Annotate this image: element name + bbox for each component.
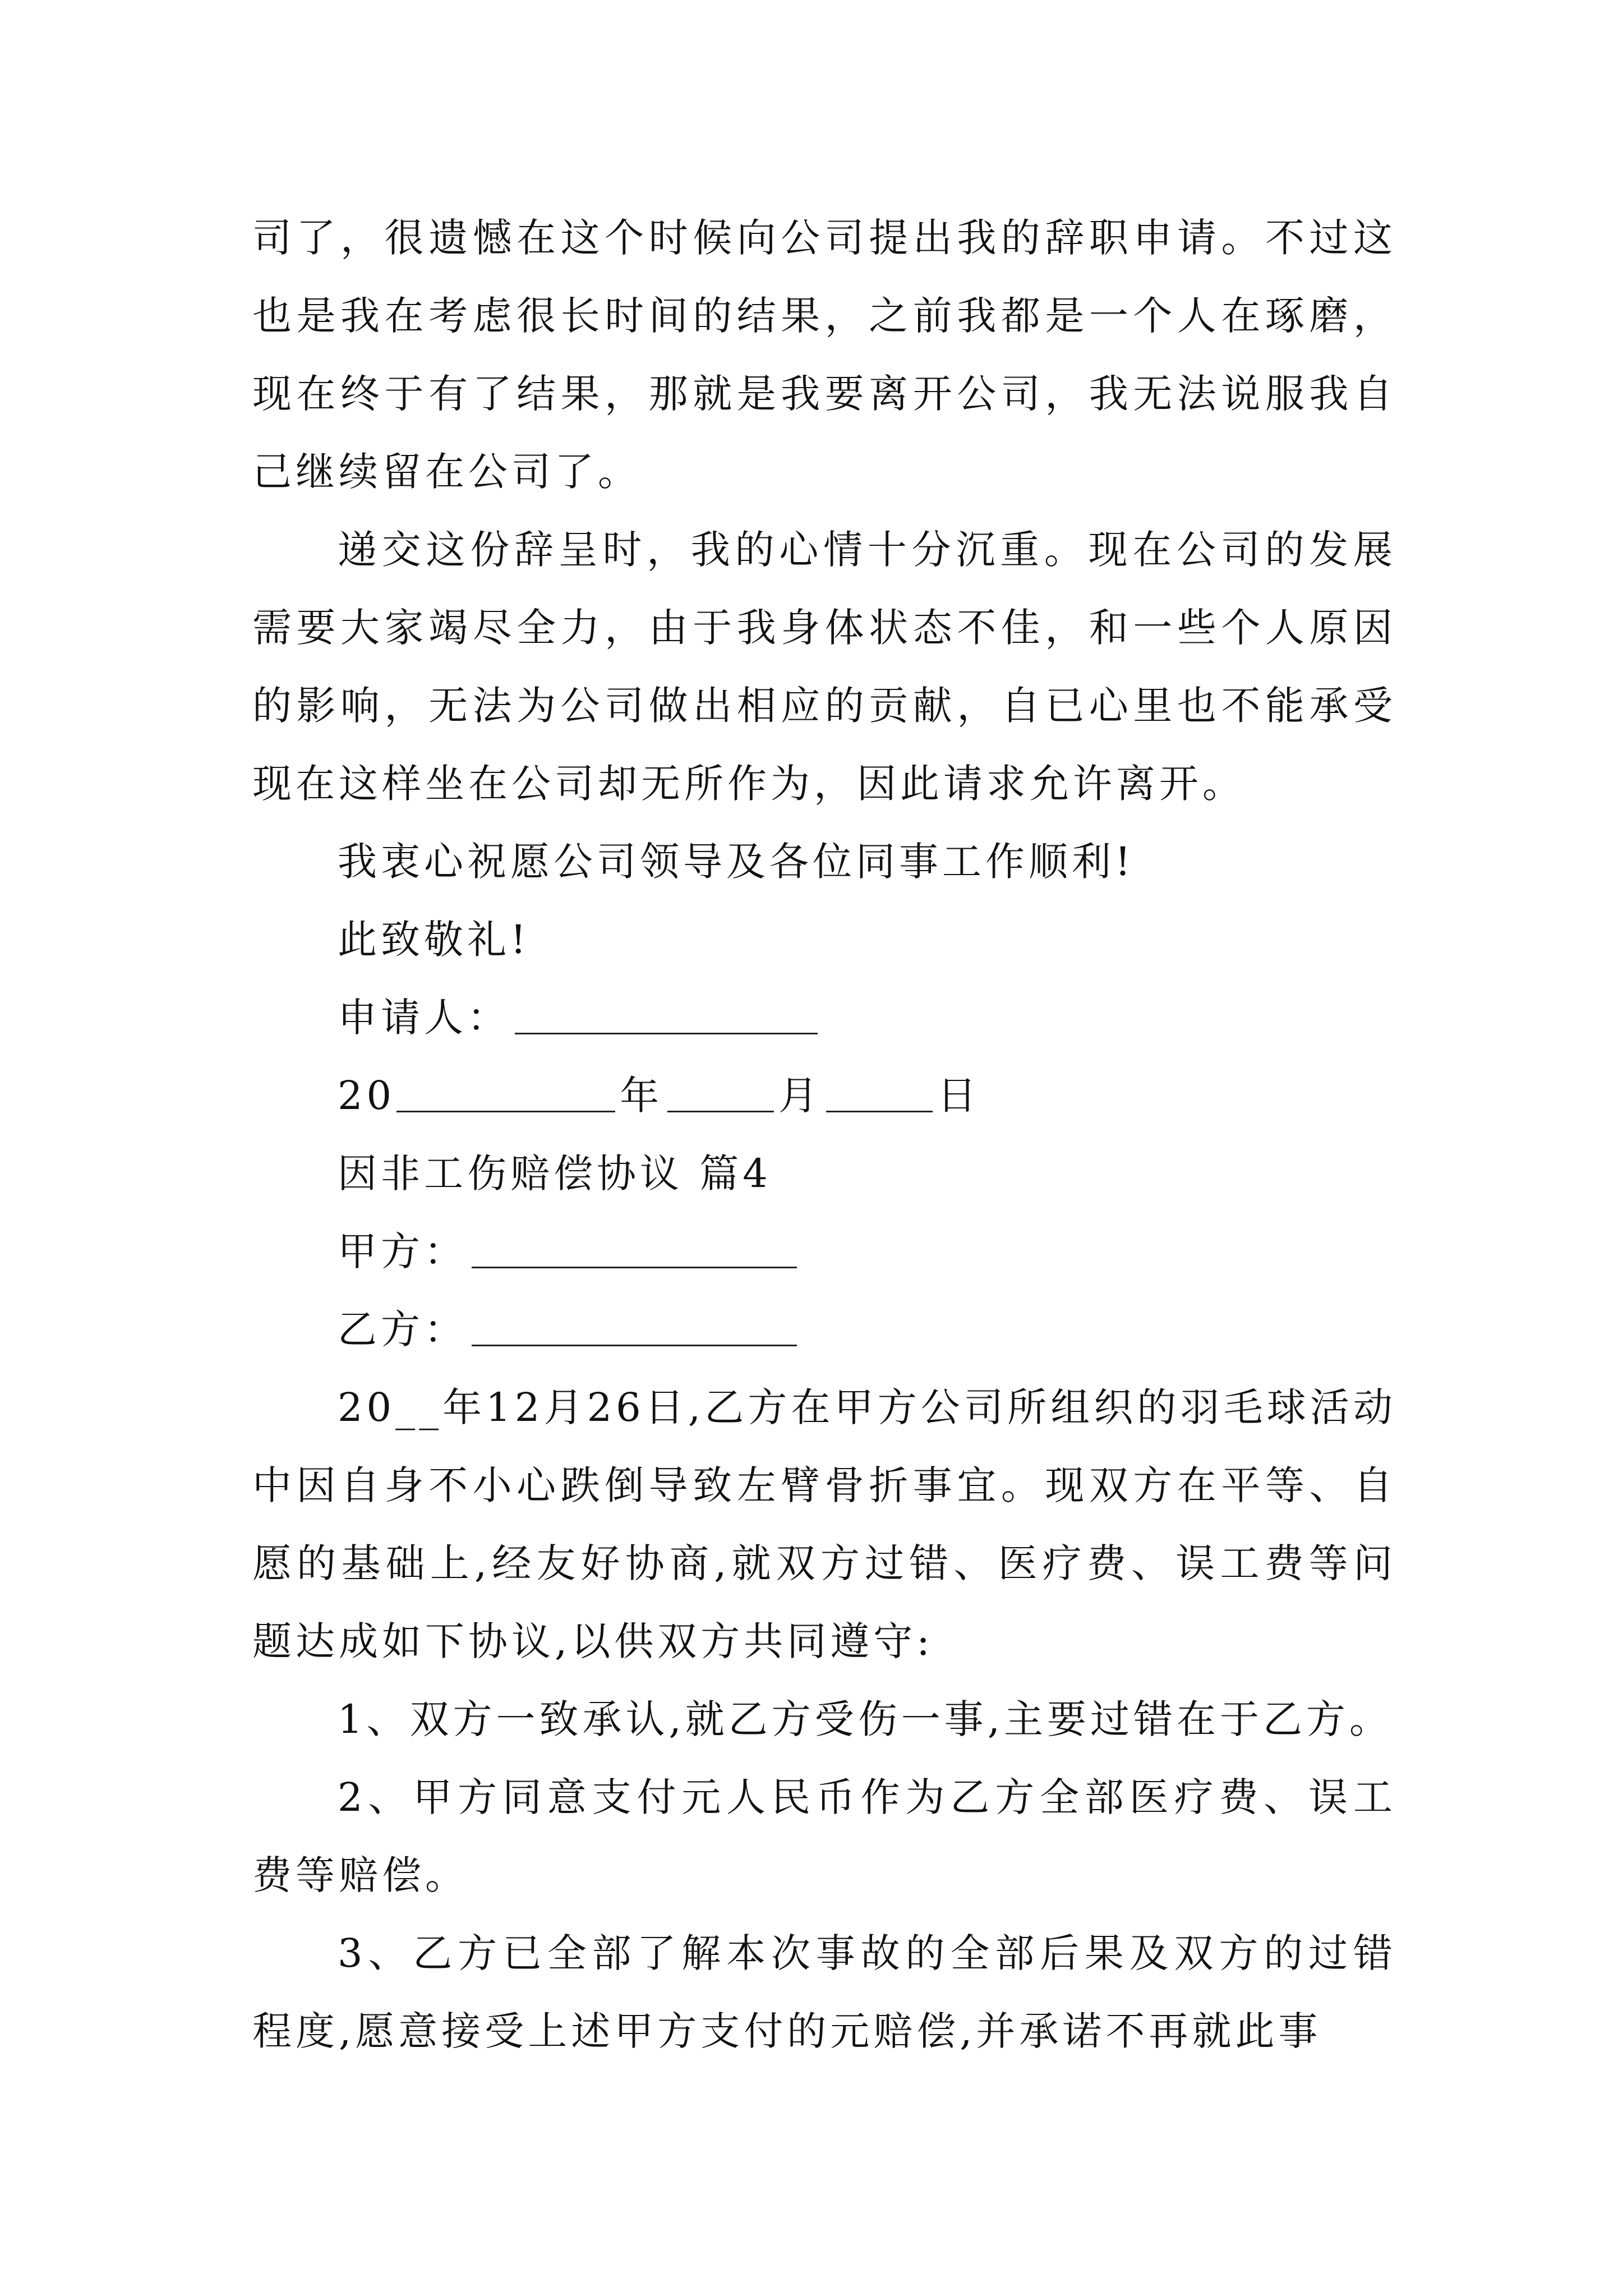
date-line bbox=[252, 1057, 1396, 1135]
month-blank bbox=[667, 1071, 774, 1112]
applicant-line bbox=[252, 979, 1396, 1057]
date-day-label: 日 bbox=[937, 1073, 981, 1119]
party-a-blank bbox=[472, 1227, 797, 1268]
party-a-line bbox=[252, 1213, 1396, 1291]
date-month-label: 月 bbox=[778, 1073, 822, 1119]
resignation-paragraph-2: 递交这份辞呈时，我的心情十分沉重。现在公司的发展需要大家竭尽全力，由于我身体状态不佳，和一些个人原因的影响，无法为公司做出相应的贡献，自已心里也不能承受现在这样坐在公司却无所作为，因此请求允许离开。 bbox=[252, 527, 1396, 807]
party-b-label: 乙方： bbox=[338, 1306, 467, 1352]
date-prefix: 20 bbox=[338, 1073, 396, 1119]
agreement-clause-3: 3、乙方已全部了解本次事故的全部后果及双方的过错程度,愿意接受上述甲方支付的元赔偿,并承诺不再就此事 bbox=[252, 1930, 1396, 2054]
agreement-clause-1: 1、双方一致承认,就乙方受伤一事,主要过错在于乙方。 bbox=[338, 1696, 1393, 1742]
agreement-paragraph-intro: 20__年12月26日,乙方在甲方公司所组织的羽毛球活动中因自身不小心跌倒导致左臂骨折事宜。现双方在平等、自愿的基础上,经友好协商,就双方过错、医疗费、误工费等问题达成如下协议,以供双方共同遵守: bbox=[252, 1384, 1396, 1664]
agreement-clause-2: 2、甲方同意支付元人民币作为乙方全部医疗费、误工费等赔偿。 bbox=[252, 1774, 1396, 1898]
salutation: 此致敬礼! bbox=[338, 917, 531, 963]
date-year-label: 年 bbox=[620, 1073, 663, 1119]
party-a-label: 甲方： bbox=[338, 1228, 467, 1274]
agreement-title: 因非工伤赔偿协议 篇4 bbox=[338, 1151, 772, 1197]
applicant-label: 申请人： bbox=[338, 995, 510, 1041]
resignation-paragraph-1: 司了，很遗憾在这个时候向公司提出我的辞职申请。不过这也是我在考虑很长时间的结果，之前我都是一个人在琢磨，现在终于有了结果，那就是我要离开公司，我无法说服我自己继续留在公司了。 bbox=[252, 215, 1396, 495]
party-b-blank bbox=[472, 1305, 797, 1346]
day-blank bbox=[826, 1071, 933, 1112]
closing-wishes: 我衷心祝愿公司领导及各位同事工作顺利! bbox=[338, 839, 1135, 885]
document-body bbox=[252, 199, 1396, 2070]
applicant-blank bbox=[515, 993, 818, 1034]
year-blank bbox=[396, 1071, 615, 1112]
party-b-line bbox=[252, 1291, 1396, 1369]
